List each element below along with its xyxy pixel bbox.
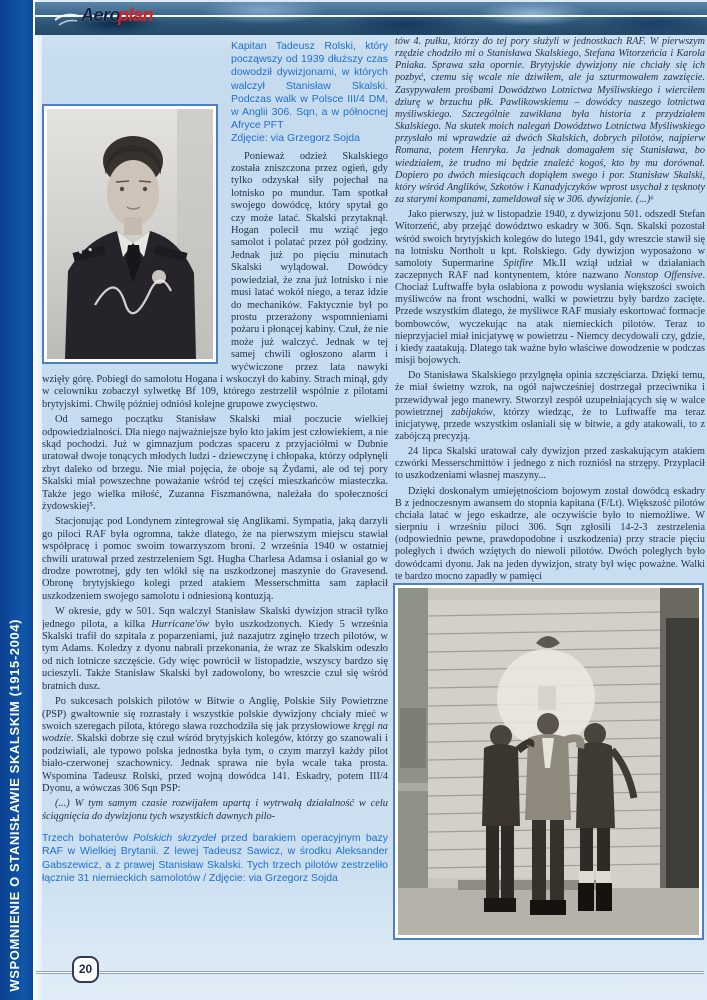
article-paragraph: Stacjonując pod Londynem zintegrował się Anglikami. Sympatia, jaką darzyli go piloci RAF była ogromna, także dlatego, że na pierwszym miejscu stawiał współpracę i pomoc swoim towarzyszom broni. 2 września 1940 w ostatniej chwili uratował przed zestrzeleniem Sgt. Hugha Charlesa Adamsa i osłaniał go w drodze powrotnej, gdy ten wlókł się na uszkodzonej maszynie do Gravesend. Obronę brytyjskiego kolegi przed atakiem Messerschmitta sam zapłacił uszkodzeniem swojego samolotu i odniesioną kontuzją. (42, 516, 388, 602)
group-photo-frame (393, 583, 704, 940)
portrait-photo-frame (42, 104, 218, 364)
article-paragraph: Ponieważ odzież Skalskiego została zniszczona przez ogień, gdy tylko odzyskał siły pojechał na lotnisko po mundur. Tam spotkał swojego dowódcę, który spytał go czy może latać. Skalski przytaknął. Hogan polecił mu wziąć jego samolot i polatać przez pół godziny. Jednak już po pięciu minutach Skalski wylądował. Dowódcy powiedział, że zna już lotnisko i nie musi latać wokół niego, a teraz idzie do mechaników. Faktycznie był po prostu przerażony wspomnieniami pożaru i płonącej kabiny. Czuł, że nie może już walczyć. Jednak w tej samej chwili ogłoszono alarm i wyćwiczone przez lata nawyki wzięły górę. Pobiegł do samolotu Hogana i wskoczył do kabiny. Strach minął, gdy w celowniku zobaczył sylwetkę Bf 109, którego zestrzelił wspólnie z pilotami brytyjskimi. Chwilę później odniósł kolejne grupowe zwycięstwo. (42, 150, 388, 410)
portrait-photo (47, 109, 213, 359)
article-paragraph: Do Stanisława Skalskiego przylgnęła opinia szczęściarza. Dzięki temu, że miał świetny wzrok, na ogół najwcześniej dostrzegał przeciwnika i przewidywał jego manewry. Stworzył zespół uzupełniających się w walce powietrznej zabijaków, którzy wiedząc, że to Luftwaffe ma teraz inicjatywę, przede wszystkim osłaniali się w bitwie, a gdy atakowali, to z zabójczą precyzją. (395, 370, 705, 442)
logo-text-plan: plan (118, 5, 154, 25)
article-paragraph: 24 lipca Skalski uratował cały dywizjon przed zaskakującym atakiem czwórki Messerschmittów i jednego z nich rozniósł na strzępy. Przypłacił to uszkodzeniami własnej maszyny... (395, 446, 705, 482)
article-paragraph: (...) W tym samym czasie rozwijałem upartą i wytrwałą działalność w celu ściągnięcia do dywizjonu tych wszystkich dawnych pilo- (42, 798, 388, 822)
footer-rule (36, 971, 704, 974)
group-photo-caption: Trzech bohaterów Polskich skrzydeł przed barakiem operacyjnym bazy RAF w Wielkiej Brytanii. Z lewej Tadeusz Sawicz, w środku Aleksander Gabszewicz, a z prawej Stanisław Skalski. Tych trzech pilotów zestrzeliło łącznie 31 niemieckich samolotów / Zdjęcie: via Grzegorz Sojda (42, 832, 388, 884)
masthead-photo-strip (35, 2, 707, 35)
portrait-caption-text: Kapitan Tadeusz Rolski, który począwszy od 1939 dłuższy czas dowodził dywizjonami, w których walczył Stanisław Skalski. Podczas walk w Polsce III/4 DM, w Anglii 306. Sqn, a w północnej Afryce PFT (231, 40, 388, 132)
logo-text-aero: Aero (81, 5, 121, 25)
sidebar-title: WSPOMNIENIE O STANISŁAWIE SKALSKIM (1915-2004) (7, 619, 22, 992)
portrait-photo-credit: Zdjęcie: via Grzegorz Sojda (231, 132, 360, 145)
swoosh-icon (53, 6, 83, 30)
group-photo (398, 588, 699, 935)
article-paragraph: Po sukcesach polskich pilotów w Bitwie o Anglię, Polskie Siły Powietrzne (PSP) gwałtownie się rozrastały i wszystkie polskie dywizjony chciały mieć w swoich szeregach pilota, którego sława rozchodziła się jak przysłowiowe kręgi na wodzie. Skalski dobrze się czuł wśród brytyjskich kolegów, którzy go szanowali i podziwiali, ale typowo polska jednostka była tym, o czym marzył każdy pilot biało-czerwonej szachownicy. Jednak sprawa nie była wcale taka prosta. Wspomina Tadeusz Rolski, przed wojną dowódca 141. Eskadry, potem III/4 Dyonu, a wówczas 306 Sqn PSP: (42, 696, 388, 794)
article-paragraph: Dzięki doskonałym umiejętnościom bojowym został dowódcą eskadry B z jednoczesnym awansem do stopnia kapitana (F/Lt). Większość pilotów chciała latać w jego eskadrze, ale oczywiście było to niemożliwe. W sierpniu i wrześniu piloci 306. Sqn zgłosili 14-2-3 zestrzelenia (odpowiednio pewne, prawdopodobne i uszkodzenia) przy stracie pięciu poległych i dwóch wziętych do niewoli pilotów. Dwóch poległych było dowódcami dyonu. Jak na jeden dywizjon, straty był więc poważne. Walki te bardzo mocno zapadły w pamięci (395, 485, 705, 582)
article-left-column (42, 40, 388, 970)
page-number-badge: 20 (72, 956, 99, 983)
page-left-margin (33, 0, 42, 1000)
article-paragraph: Od samego początku Stanisław Skalski miał poczucie wielkiej odpowiedzialności. Dla niego najważniejsze było kto jakim jest człowiekiem, a nie skąd pochodzi. Już w gimnazjum podczas spaceru z przyjaciółmi w Dubnie uratował dwoje tonących młodych ludzi - dziewczynę i chłopaka, którzy odpłynęli zbyt daleko od brzegu. Nie miał pojęcia, że oboje są Żydami, ale od tej pory Skalski miał powszechne poważanie wśród tej części mieszkańców miasteczka. Także jego wielka miłość, Zuzanna Fiszmanówna, należała do społeczności żydowskiej⁵. (42, 414, 388, 512)
article-paragraph: Jako pierwszy, już w listopadzie 1940, z dywizjonu 501. odszedł Stefan Witorzeńć, aby przejąć dowództwo eskadry w 306. Sqn. Skalski pozostał wśród swoich brytyjskich kolegów do lutego 1941, gdy wreszcie stawił się na lotnisku Northolt u kpt. Rolskiego. Gdy dywizjon wyposażono w samoloty Supermarine Spitfire Mk.II wziął udział w działaniach zaczepnych RAF nad kontynentem, które nazwano Nonstop Offensive. Chociaż Luftwaffe była osłabiona z powodu wysłania większości swoich myśliwców na front wschodni, walki w powietrzu były bardzo zacięte. Przede wszystkim dlatego, że myśliwce RAF musiały eskortować formacje bombowców, wyczekując na atak niemieckich pilotów. Teraz to nieprzyjaciel miał inicjatywę w powietrzu - Niemcy decydowali czy, gdzie, i kiedy zaatakują. Dlatego tak ważne było właściwe dowodzenie w podczas misji bojowych. (395, 209, 705, 367)
aeroplan-logo (81, 5, 153, 26)
article-right-column (395, 36, 705, 582)
article-paragraph: tów 4. pułku, którzy do tej pory służyli w jednostkach RAF. W pierwszym rzędzie chodziło mi o Stanisława Skalskiego, Stefana Witorzeńcia i Karola Pniaka. Sprawa szła opornie. Brytyjskie dywizjony nie chciały się ich pozbyć, czemu się wcale nie dziwiłem, ale ja szturmowałem zawzięcie. Zasypywałem prośbami Dowództwo Lotnictwa Myśliwskiego i wierciłem dziurę w brzuchu płk. Pawlikowskiemu – dowódcy naszego lotnictwa myśliwskiego. Szczególnie zawikłana była historia z przydziałem Skalskiego. Na skutek moich nalegań Dowództwo Lotnictwa Myśliwskiego przysłało mi wprawdzie aż dwóch Skalskich, dobrych pilotów, najpierw Romana, potem Henryka. Ja jednak domagałem się Stanisława, bo wiedziałem, że trudno mi będzie znaleźć kogoś, kto by mu dorównał. Dopiero po dwóch miesiącach dopiąłem swego i por. Stanisław Skalski, który wśród Anglików, Szkotów i Kanadyjczyków wprost usychał z tęsknoty za starymi kompanami, zameldował się w 306. dywizjonie. (...)⁶ (395, 36, 705, 206)
article-paragraph: W okresie, gdy w 501. Sqn walczył Stanisław Skalski dywizjon stracił tylko jednego pilota, a kilka Hurricane'ów było uszkodzonych. Kiedy 5 września Skalski trafił do szpitala z poparzeniami, już nazajutrz zginęło trzech pilotów, w tym Adams. Koledzy z dyonu nabrali przekonania, że wraz ze Skalskim odeszło od nich lotnicze szczęście. Gdy więc powrócił w listopadzie, wszyscy bardzo się ucieszyli. Także Stanisław Skalski był zadowolony, bo wreszcie czuł się wśród bratnich dusz. (42, 606, 388, 692)
right-column-paragraphs (395, 36, 705, 582)
